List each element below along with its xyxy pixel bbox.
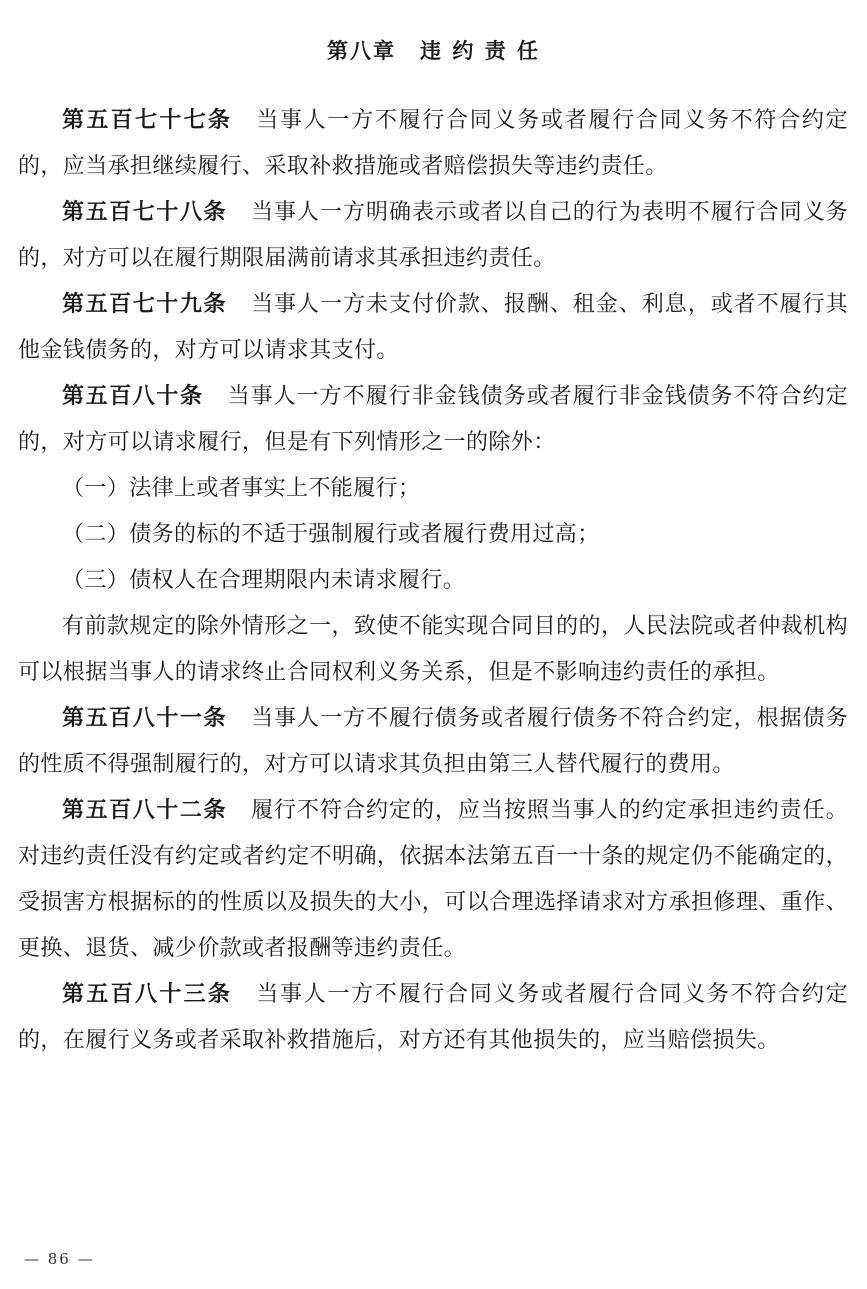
article-number: 第五百七十九条 [62,292,228,317]
article-578 [18,190,848,282]
article-text: 当事人一方不履行合同义务或者履行合同义务不符合约定的，在履行义务或者采取补救措施后，对方还有其他损失的，应当赔偿损失。 [18,982,848,1053]
article-581 [18,696,848,788]
article-580-item-2: （二）债务的标的不适于强制履行或者履行费用过高； [62,522,600,547]
article-582 [18,788,848,972]
article-583 [18,972,848,1064]
chapter-label: 第八章 [327,39,397,63]
article-text: 履行不符合约定的，应当按照当事人的约定承担违约责任。对违约责任没有约定或者约定不明确，依据本法第五百一十条的规定仍不能确定的，受损害方根据标的的性质以及损失的大小，可以合理选择请求对方承担修理、重作、更换、退货、减少价款或者报酬等违约责任。 [18,798,848,961]
article-580 [18,374,848,466]
article-text: 当事人一方不履行债务或者履行债务不符合约定，根据债务的性质不得强制履行的，对方可以请求其负担由第三人替代履行的费用。 [18,706,848,777]
document-body [18,98,848,1064]
article-number: 第五百八十条 [62,384,204,409]
article-579 [18,282,848,374]
article-text: 当事人一方不履行合同义务或者履行合同义务不符合约定的，应当承担继续履行、采取补救措施或者赔偿损失等违约责任。 [18,108,848,179]
article-text: 当事人一方不履行非金钱债务或者履行非金钱债务不符合约定的，对方可以请求履行，但是有下列情形之一的除外： [18,384,848,455]
article-number: 第五百七十七条 [62,108,233,133]
article-number: 第五百八十三条 [62,982,233,1007]
chapter-heading [0,36,867,66]
article-580-clause-2: 有前款规定的除外情形之一，致使不能实现合同目的的，人民法院或者仲裁机构可以根据当事人的请求终止合同权利义务关系，但是不影响违约责任的承担。 [18,614,848,685]
article-number: 第五百八十一条 [62,706,228,731]
article-text: 当事人一方未支付价款、报酬、租金、利息，或者不履行其他金钱债务的，对方可以请求其支付。 [18,292,848,363]
article-number: 第五百七十八条 [62,200,228,225]
article-580-item-3: （三）债权人在合理期限内未请求履行。 [62,568,466,593]
article-number: 第五百八十二条 [62,798,228,823]
article-text: 当事人一方明确表示或者以自己的行为表明不履行合同义务的，对方可以在履行期限届满前请求其承担违约责任。 [18,200,848,271]
article-577 [18,98,848,190]
article-580-item-1: （一）法律上或者事实上不能履行； [62,476,421,501]
page-number: — 86 — [24,1250,95,1268]
chapter-title-text: 违 约 责 任 [420,39,540,63]
